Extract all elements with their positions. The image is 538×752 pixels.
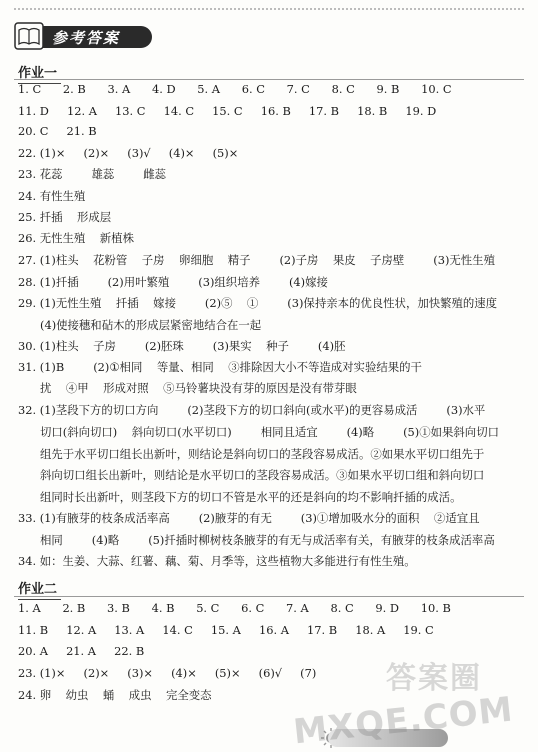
answer-key-banner — [18, 26, 152, 48]
watermark-url: MXQE.COM — [291, 689, 516, 752]
answer-line: 30. (1)柱头 子房 (2)胚珠 (3)果实 种子 (4)胚 — [18, 339, 346, 353]
answer-line: 组同时长出新叶，则茎段下方的切口不管是水平的还是斜向的均不影响扦插的成活。 — [40, 490, 462, 504]
answer-line: 23. (1)× (2)× (3)× (4)× (5)× (6)√ (7) — [18, 666, 317, 680]
answer-line: 11. D 12. A 13. C 14. C 15. C 16. B 17. B 18. B 19. D — [18, 104, 437, 118]
answer-line: 23. 花蕊 雄蕊 雌蕊 — [18, 167, 167, 181]
answer-line: 相同 (4)略 (5)扦插时柳树枝条腋芽的有无与成活率有关，有腋芽的枝条成活率高 — [40, 533, 495, 547]
page-title: 参考答案 — [52, 28, 121, 47]
answer-line: 33. (1)有腋芽的枝条成活率高 (2)腋芽的有无 (3)①增加吸水分的面积 ②适宜且 — [18, 511, 480, 525]
divider — [14, 79, 524, 80]
answer-line: 11. B 12. A 13. A 14. C 15. A 16. A 17. B 18. A 19. C — [18, 623, 434, 637]
answer-line: 24. 卵 幼虫 蛹 成虫 完全变态 — [18, 688, 212, 702]
open-book-icon — [14, 22, 44, 50]
answer-line: (4)使接穗和砧木的形成层紧密地结合在一起 — [40, 318, 262, 332]
watermark-logo-text: 答案圈 — [386, 661, 482, 696]
top-dotted-rule — [14, 8, 524, 10]
answer-line: 26. 无性生殖 新植株 — [18, 231, 134, 245]
answer-line: 27. (1)柱头 花粉管 子房 卵细胞 精子 (2)子房 果皮 子房壁 (3)无性生殖 — [18, 253, 495, 267]
answer-line: 31. (1)B (2)①相同 等量、相同 ③排除因大小不等造成对实验结果的干 — [18, 360, 422, 374]
answer-line: 斜向切口组长出新叶，则结论是水平切口的茎段容易成活。③如果水平切口组和斜向切口 — [40, 468, 485, 482]
answer-line: 切口(斜向切口) 斜向切口(水平切口) 相同且适宜 (4)略 (5)①如果斜向切口 — [40, 425, 499, 439]
answer-line: 25. 扦插 形成层 — [18, 210, 112, 224]
answer-line: 20. A 21. A 22. B — [18, 644, 145, 658]
answer-line: 32. (1)茎段下方的切口方向 (2)茎段下方的切口斜向(或水平)的更容易成活 (3)水平 — [18, 403, 486, 417]
site-watermark — [291, 657, 520, 752]
answer-line: 20. C 21. B — [18, 124, 97, 138]
answer-line: 28. (1)扦插 (2)用叶繁殖 (3)组织培养 (4)嫁接 — [18, 275, 328, 289]
answer-line: 29. (1)无性生殖 扦插 嫁接 (2)⑤ ① (3)保持亲本的优良性状，加快繁殖的速度 — [18, 296, 498, 310]
answer-line: 1. C 2. B 3. A 4. D 5. A 6. C 7. C 8. C 9. B 10. C — [18, 82, 452, 96]
answer-line: 组先于水平切口组长出新叶，则结论是斜向切口的茎段容易成活。②如果水平切口组先于 — [40, 447, 485, 461]
answer-line: 34. 如：生姜、大蒜、红薯、藕、菊、月季等，这些植物大多能进行有性生殖。 — [18, 554, 416, 568]
section-title-homework-2: 作业二 — [18, 578, 57, 597]
divider — [14, 596, 524, 597]
answer-line: 24. 有性生殖 — [18, 189, 86, 203]
section-title-homework-1: 作业一 — [18, 62, 57, 81]
answer-line: 扰 ④甲 形成对照 ⑤马铃薯块没有芽的原因是没有带芽眼 — [40, 381, 357, 395]
answer-line: 22. (1)× (2)× (3)√ (4)× (5)× — [18, 146, 239, 160]
answer-line: 1. A 2. B 3. B 4. B 5. C 6. C 7. A 8. C 9. D 10. B — [18, 601, 451, 615]
